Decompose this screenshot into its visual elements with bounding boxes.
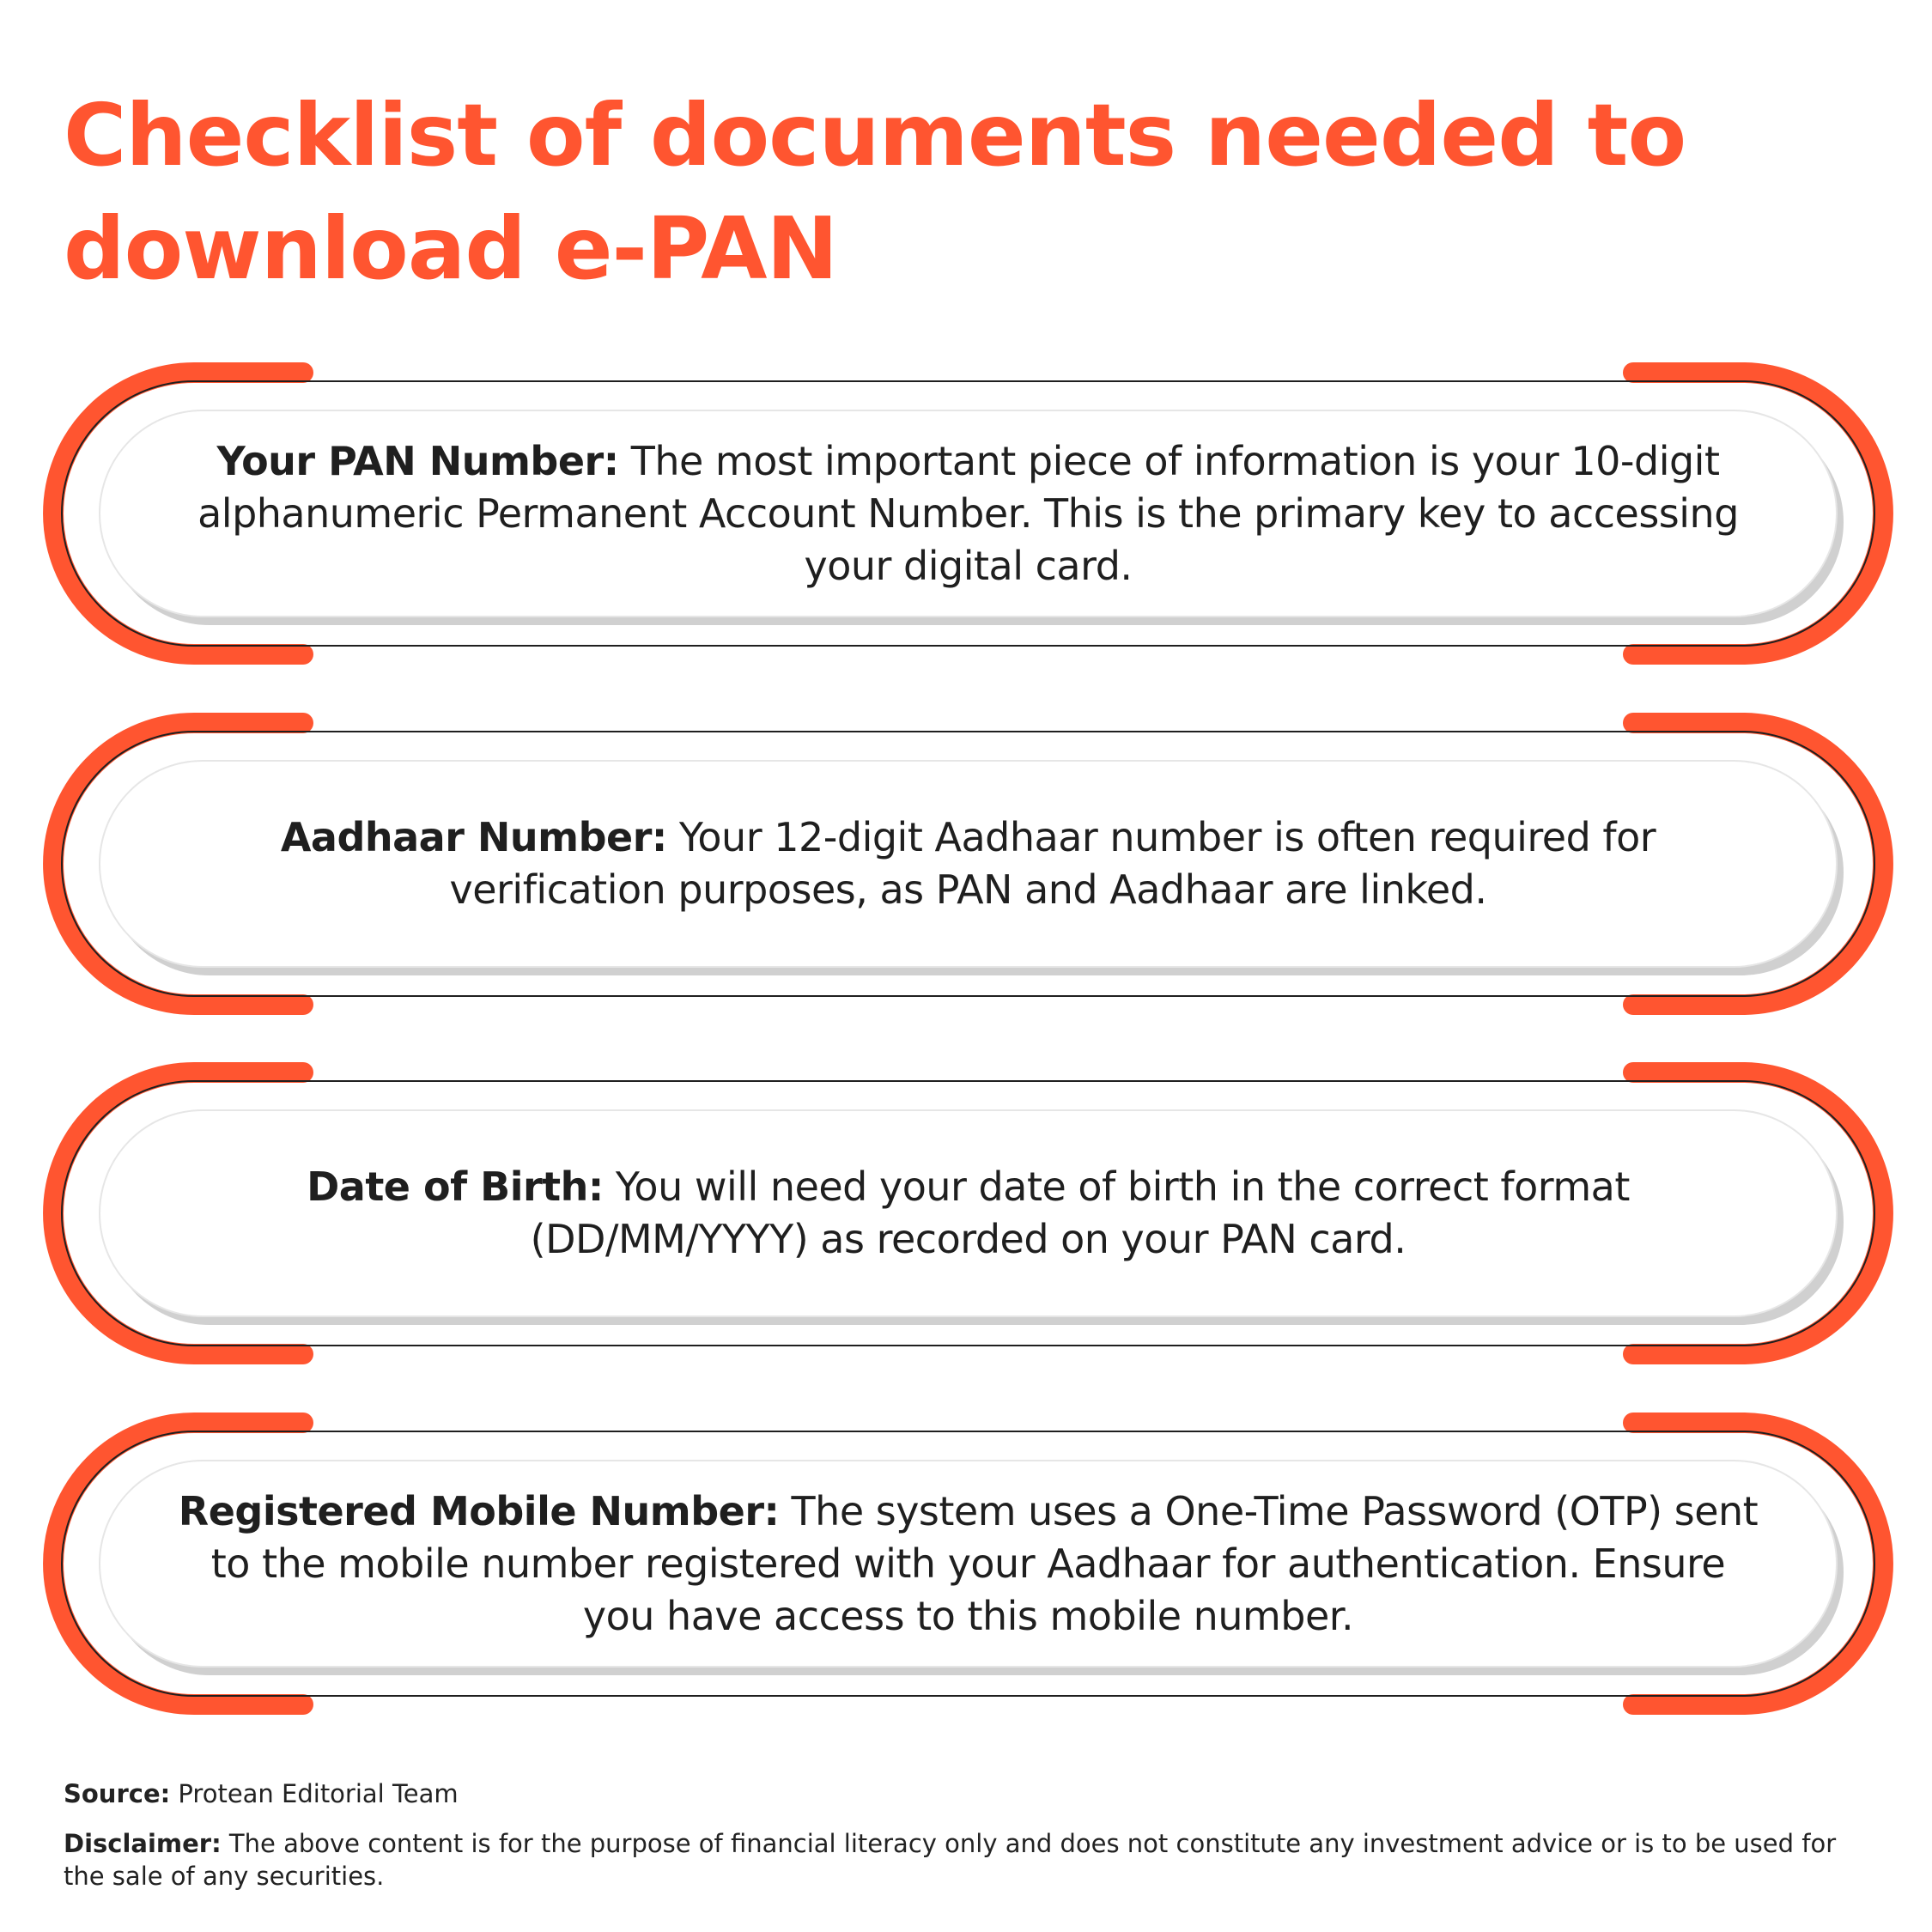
checklist-card-dob xyxy=(39,1060,1897,1366)
disclaimer-text: The above content is for the purpose of financial literacy only and does not constitute any investment advice or is to be used for the sale of any securities. xyxy=(64,1829,1837,1891)
card-text: The system uses a One-Time Password (OTP) sent to the mobile number registered with your Aadhaar for authentication. Ensure you have access to this mobile number. xyxy=(210,1487,1759,1639)
card-description xyxy=(177,1485,1759,1643)
checklist-card-aadhaar xyxy=(39,711,1897,1017)
source-note xyxy=(64,1777,1875,1810)
disclaimer-note xyxy=(64,1827,1875,1893)
page-title: Checklist of documents needed to download e-PAN xyxy=(64,85,1686,299)
card-label: Your PAN Number: xyxy=(216,437,619,484)
card-description xyxy=(177,1161,1759,1266)
card-description xyxy=(177,811,1759,916)
source-label: Source: xyxy=(64,1779,171,1808)
checklist-card-mobile xyxy=(39,1411,1897,1716)
card-text: Your 12-digit Aadhaar number is often required for verification purposes, as PAN and Aadhaar are linked. xyxy=(449,814,1656,913)
checklist-card-pan xyxy=(39,361,1897,666)
disclaimer-label: Disclaimer: xyxy=(64,1829,222,1858)
source-text: Protean Editorial Team xyxy=(170,1779,459,1808)
card-text: The most important piece of information is your 10-digit alphanumeric Permanent Account Number. This is the primary key to accessing your digital card. xyxy=(197,437,1739,589)
card-label: Registered Mobile Number: xyxy=(178,1487,780,1534)
card-description xyxy=(177,435,1759,592)
card-label: Aadhaar Number: xyxy=(280,814,667,860)
card-label: Date of Birth: xyxy=(307,1163,604,1210)
card-text: You will need your date of birth in the correct format (DD/MM/YYYY) as recorded on your PAN card. xyxy=(530,1163,1630,1262)
